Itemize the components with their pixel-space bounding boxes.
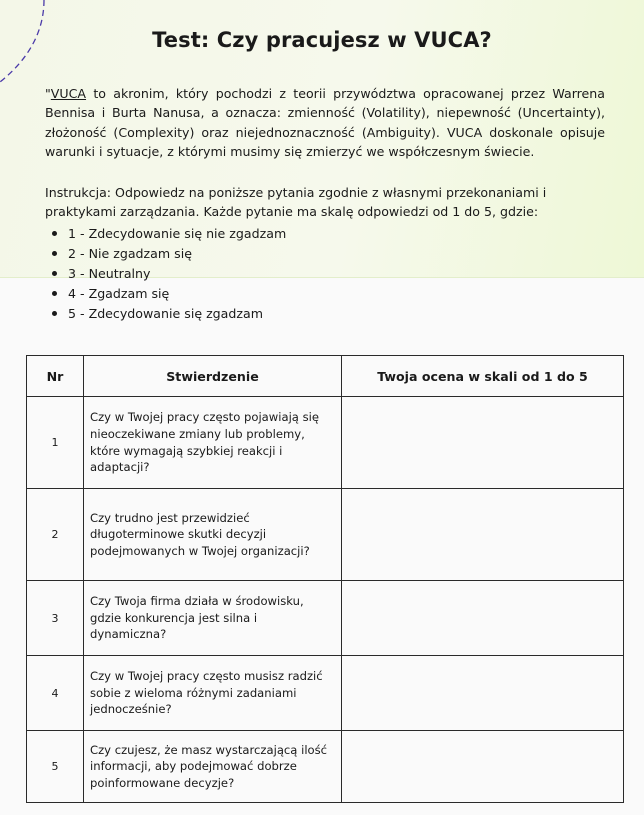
scale-item: 5 - Zdecydowanie się zgadzam xyxy=(52,304,286,324)
header-score: Twoja ocena w skali od 1 do 5 xyxy=(342,356,624,397)
instruction-text: Instrukcja: Odpowiedz na poniższe pytania zgodnie z własnymi przekonaniami i praktykami zarządzania. Każde pytanie ma skalę odpowiedzi od 1 do 5, gdzie: xyxy=(45,185,547,220)
row-number: 5 xyxy=(27,731,84,803)
scale-item: 1 - Zdecydowanie się nie zgadzam xyxy=(52,224,286,244)
scale-item: 3 - Neutralny xyxy=(52,264,286,284)
table-row xyxy=(27,656,624,731)
intro-paragraph xyxy=(45,84,605,161)
score-cell[interactable] xyxy=(342,489,624,581)
scale-item: 4 - Zgadzam się xyxy=(52,284,286,304)
score-cell[interactable] xyxy=(342,731,624,803)
row-number: 4 xyxy=(27,656,84,731)
row-statement: Czy Twoja firma działa w środowisku, gdzie konkurencja jest silna i dynamiczna? xyxy=(84,581,342,656)
answer-scale-list xyxy=(52,224,286,324)
table-row xyxy=(27,489,624,581)
row-statement: Czy w Twojej pracy często musisz radzić sobie z wieloma różnymi zadaniami jednocześnie? xyxy=(84,656,342,731)
header-nr: Nr xyxy=(27,356,84,397)
table-header-row xyxy=(27,356,624,397)
row-number: 1 xyxy=(27,397,84,489)
vuca-acronym: VUCA xyxy=(50,86,87,101)
intro-text: to akronim, który pochodzi z teorii przywództwa opracowanej przez Warrena Bennisa i Burta Nanusa, a oznacza: zmienność (Volatility), niepewność (Uncertainty), złożoność (Complexity) oraz niejednoznaczność (Ambiguity). VUCA doskonale opisuje warunki i sytuacje, z którymi musimy się zmierzyć we współczesnym świecie. xyxy=(45,86,605,159)
scale-item: 2 - Nie zgadzam się xyxy=(52,244,286,264)
table-row xyxy=(27,581,624,656)
row-statement: Czy trudno jest przewidzieć długoterminowe skutki decyzji podejmowanych w Twojej organizacji? xyxy=(84,489,342,581)
score-cell[interactable] xyxy=(342,397,624,489)
row-statement: Czy czujesz, że masz wystarczającą ilość informacji, aby podejmować dobrze poinformowane decyzje? xyxy=(84,731,342,803)
header-statement: Stwierdzenie xyxy=(84,356,342,397)
page-title: Test: Czy pracujesz w VUCA? xyxy=(152,28,492,52)
row-number: 3 xyxy=(27,581,84,656)
score-cell[interactable] xyxy=(342,581,624,656)
intro-quote-mark: " xyxy=(45,86,51,101)
row-statement: Czy w Twojej pracy często pojawiają się nieoczekiwane zmiany lub problemy, które wymagają szybkiej reakcji i adaptacji? xyxy=(84,397,342,489)
row-number: 2 xyxy=(27,489,84,581)
survey-table xyxy=(26,355,624,803)
table-row xyxy=(27,397,624,489)
score-cell[interactable] xyxy=(342,656,624,731)
table-row xyxy=(27,731,624,803)
